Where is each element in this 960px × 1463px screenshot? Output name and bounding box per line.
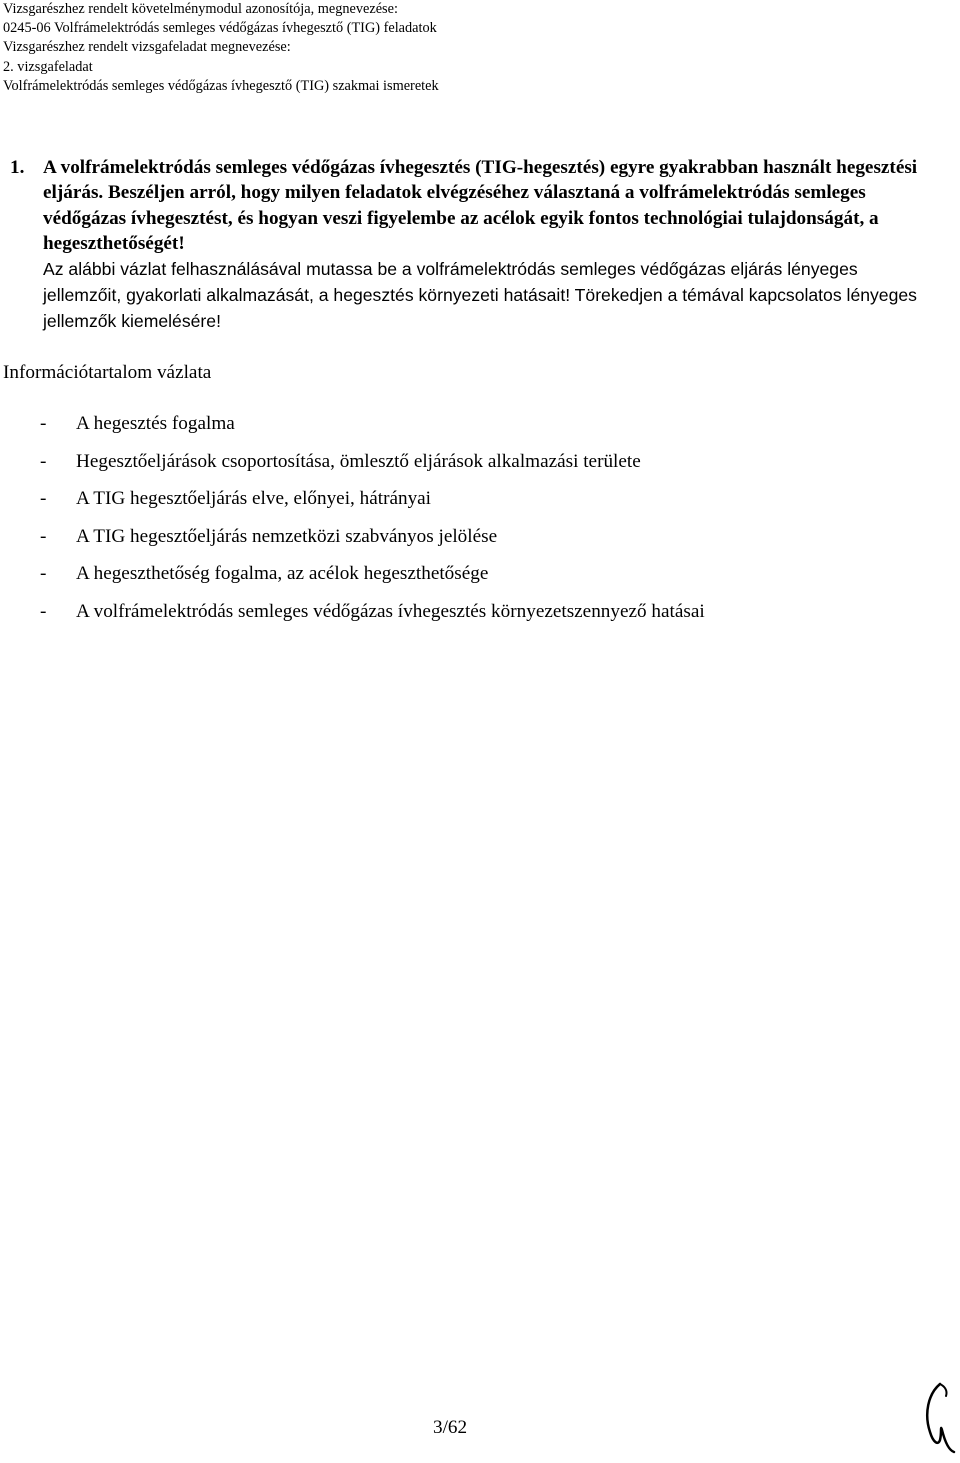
list-item-text: A hegeszthetőség fogalma, az acélok hegeszthetősége — [76, 563, 489, 585]
signature-icon — [918, 1380, 958, 1460]
bullet-dash: - — [40, 563, 47, 585]
bullet-dash: - — [40, 525, 47, 547]
list-item — [40, 412, 705, 450]
list-item-text: A TIG hegesztőeljárás nemzetközi szabványos jelölése — [76, 525, 498, 547]
task-question — [10, 155, 930, 256]
task-number: 1. — [10, 157, 25, 178]
list-item-text: A TIG hegesztőeljárás elve, előnyei, hátrányai — [76, 488, 432, 510]
list-item — [40, 562, 705, 600]
header-line: 0245-06 Volfrámelektródás semleges védőgázas ívhegesztő (TIG) feladatok — [3, 20, 437, 37]
bullet-dash: - — [40, 413, 47, 434]
task-block — [10, 155, 930, 334]
list-item-text: A hegesztés fogalma — [76, 413, 235, 434]
bullet-dash: - — [40, 488, 47, 510]
header-line: Volfrámelektródás semleges védőgázas ívhegesztő (TIG) szakmai ismeretek — [3, 77, 439, 94]
outline-list — [40, 412, 705, 638]
list-item — [40, 600, 705, 638]
header-line: Vizsgarészhez rendelt vizsgafeladat megnevezése: — [3, 39, 291, 56]
bullet-dash: - — [40, 450, 47, 472]
list-item-text: A volfrámelektródás semleges védőgázas ívhegesztés környezetszennyező hatásai — [76, 600, 705, 622]
list-item — [40, 487, 705, 525]
task-bold-text: A volfrámelektródás semleges védőgázas ívhegesztés (TIG-hegesztés) egyre gyakrabban használt hegesztési eljárás. Beszéljen arról, hogy milyen feladatok elvégzéséhez választaná a volfrámelektródás semleges védőgázas ívhegesztést, és hogyan veszi figyelembe az acélok egyik fontos technológiai tulajdonságát, a hegeszthetőségét! — [43, 157, 918, 254]
document-header — [3, 0, 439, 96]
outline-title: Információtartalom vázlata — [3, 362, 212, 383]
list-item-text: Hegesztőeljárások csoportosítása, ömlesztő eljárások alkalmazási területe — [76, 450, 641, 472]
list-item — [40, 525, 705, 563]
bullet-dash: - — [40, 600, 47, 622]
list-item — [40, 450, 705, 488]
task-instructions: Az alábbi vázlat felhasználásával mutassa be a volfrámelektródás semleges védőgázas eljárás lényeges jellemzőit, gyakorlati alkalmazását, a hegesztés környezeti hatásait! Törekedjen a témával kapcsolatos lényeges jellemzők kiemelésére! — [43, 259, 917, 332]
header-line: 2. vizsgafeladat — [3, 58, 93, 75]
page-number: 3/62 — [433, 1417, 468, 1438]
header-line: Vizsgarészhez rendelt követelménymodul azonosítója, megnevezése: — [3, 1, 398, 17]
